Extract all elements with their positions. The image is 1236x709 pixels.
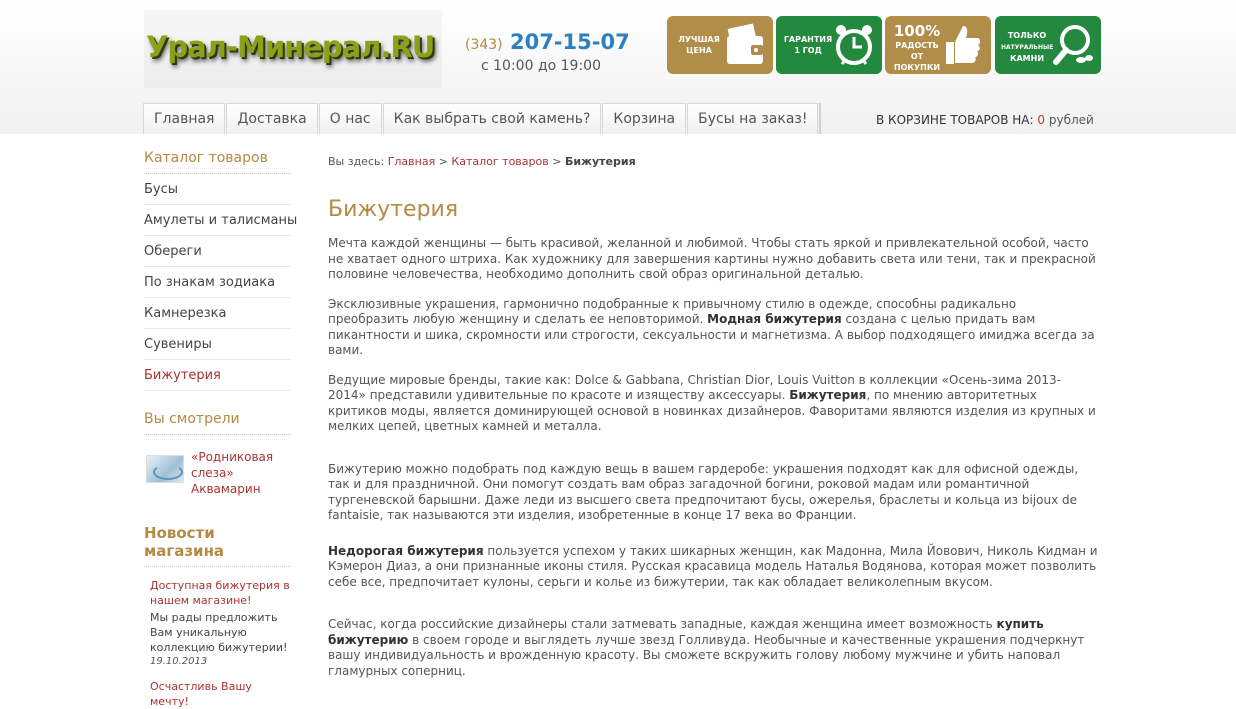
viewed-product xyxy=(144,449,291,509)
paragraph: Эксклюзивные украшения, гармонично подобранные к привычному стилю в одежде, способны радикально преобразить любую женщину и сделать ее неповторимой. Модная бижутерия создана с целью придать вам пикантности и шика, скромности или строгости, сексуальности и магнетизма. А выбор подходящего имиджа всегда за вами. xyxy=(328,296,1095,357)
viewed-product-link[interactable]: «Родниковая слеза» Аквамарин xyxy=(191,450,274,496)
cart-currency: рублей xyxy=(1048,113,1094,127)
magnifier-icon xyxy=(1051,22,1095,68)
phone-digits: 207-15-07 xyxy=(509,30,630,54)
breadcrumb-current: Бижутерия xyxy=(564,155,636,168)
badge-line: НАТУРАЛЬНЫЕ xyxy=(1001,44,1054,51)
badge-best-price xyxy=(667,16,773,74)
cart-label: В КОРЗИНЕ ТОВАРОВ НА: xyxy=(876,113,1034,127)
catalog-title: Каталог товаров xyxy=(144,148,291,174)
paragraph: Ведущие мировые бренды, такие как: Dolce & Gabbana, Christian Dior, Louis Vuitton в коллекции «Осень-зима 2013-2014» представили удивительные по красоте и изяществу аксессуары. Бижутерия, по мнению авторитетных критиков моды, является доминирующей основой в новинках дизайнеров. Фаворитами являются изделия из крупных и мелких цепей, цветных камней и металла. xyxy=(328,372,1096,433)
paragraph: Сейчас, когда российские дизайнеры стали затмевать западные, каждая женщина имеет возможность купить бижутерию в своем городе и выглядеть лучше звезд Голливуда. Необычные и качественные украшения подчеркнут вашу индивидуальность и врожденную красоту. Вы сможете вскружить голову любому мужчине и убить наповал гламурных соперниц. xyxy=(328,617,1085,678)
bold-phrase: Недорогая бижутерия xyxy=(328,543,484,558)
product-thumbnail[interactable] xyxy=(146,455,184,483)
wallet-icon xyxy=(723,22,767,68)
badge-line: ТОЛЬКО xyxy=(1007,31,1047,40)
news-title: Новости магазина xyxy=(144,524,291,567)
paragraph: Мечта каждой женщины — быть красивой, желанной и любимой. Чтобы стать яркой и привлекательной особой, часто не хватает одного штриха. Как художнику для завершения картины нужно добавить света или тени, так и прекрасной половине человечества, необходимо дополнить свой образ оригинальной деталью. xyxy=(328,236,1096,281)
thumbs-up-icon xyxy=(941,22,985,68)
nav-delivery[interactable]: Доставка xyxy=(226,103,317,134)
sidebar-item-zodiac[interactable]: По знакам зодиака xyxy=(144,267,291,298)
phone-code: (343) xyxy=(465,37,503,53)
sidebar-item-souvenirs[interactable]: Сувениры xyxy=(144,329,291,360)
badge-line: ЛУЧШАЯ xyxy=(678,35,720,44)
breadcrumb-prefix: Вы здесь: xyxy=(328,155,385,168)
sidebar-item-amulets[interactable]: Амулеты и талисманы xyxy=(144,205,291,236)
viewed-title: Вы смотрели xyxy=(144,409,291,435)
badge-percent: 100% xyxy=(893,22,941,40)
badge-warranty xyxy=(776,16,882,74)
badge-line: РАДОСТЬ xyxy=(895,41,939,50)
sidebar xyxy=(144,148,298,709)
page-title: Бижутерия xyxy=(328,197,459,222)
badge-joy xyxy=(885,16,991,74)
breadcrumb: Вы здесь: Главная > Каталог товаров > Бижутерия xyxy=(328,155,636,168)
breadcrumb-catalog[interactable]: Каталог товаров xyxy=(451,155,549,168)
badge-line: 1 ГОД xyxy=(794,46,822,55)
cart-summary[interactable] xyxy=(876,113,1094,127)
main-nav xyxy=(143,103,821,134)
badge-line: ГАРАНТИЯ xyxy=(783,35,833,44)
news-text: Мы рады предложить Вам уникальную коллекцию бижутерии! xyxy=(150,611,288,654)
nav-choose-stone[interactable]: Как выбрать свой камень? xyxy=(383,103,602,134)
badge-line: ЦЕНА xyxy=(686,46,712,55)
badge-line: ОТ ПОКУПКИ xyxy=(893,52,941,72)
site-logo[interactable]: Урал-Минерал.RU xyxy=(146,30,435,64)
bold-phrase: купить бижутерию xyxy=(328,617,1044,647)
site-header xyxy=(0,0,1236,134)
bold-phrase: Бижутерия xyxy=(789,388,867,402)
breadcrumb-home[interactable]: Главная xyxy=(387,155,436,168)
nav-about[interactable]: О нас xyxy=(319,103,382,134)
nav-cart[interactable]: Корзина xyxy=(602,103,686,134)
paragraph: Бижутерию можно подобрать под каждую вещь в вашем гардеробе: украшения подходят как для офисной одежды, так и для праздничной. Они помогут создать вам образ загадочной богини, роковой мадам или романтичной тургеневской барышни. Даже леди из высшего света предпочитают бусы, ожерелья, браслеты и кольца из bijoux de fantaisie, так называются эти изделия, изобретенные в конце 17 века во Франции. xyxy=(328,461,1079,522)
cart-amount: 0 xyxy=(1037,113,1046,127)
sidebar-item-charms[interactable]: Обереги xyxy=(144,236,291,267)
paragraph: Недорогая бижутерия пользуется успехом у таких шикарных женщин, как Мадонна, Мила Йовович, Николь Кидман и Кэмерон Диаз, а они признанные иконы стиля. Русская красавица модель Наталья Водянова, которая может позволить себе все, предпочитает кулоны, серьги и колье из бижутерии, так как обладает великолепным вкусом. xyxy=(328,543,1098,589)
badge-line: КАМНИ xyxy=(1009,54,1045,63)
bold-phrase: Модная бижутерия xyxy=(707,312,842,326)
news-link-2[interactable]: Осчастливь Вашу мечту! xyxy=(150,680,252,708)
news-link[interactable]: Доступная бижутерия в нашем магазине! xyxy=(150,579,290,607)
sidebar-item-jewelry[interactable]: Бижутерия xyxy=(144,360,291,391)
sidebar-item-stonecutting[interactable]: Камнерезка xyxy=(144,298,291,329)
working-hours: с 10:00 до 19:00 xyxy=(481,58,601,74)
alarm-clock-icon xyxy=(832,22,876,68)
sidebar-item-beads[interactable]: Бусы xyxy=(144,174,291,205)
phone-number xyxy=(465,30,630,54)
nav-home[interactable]: Главная xyxy=(143,103,225,134)
news-date: 19.10.2013 xyxy=(150,656,208,667)
nav-custom-beads[interactable]: Бусы на заказ! xyxy=(687,103,818,134)
main-content xyxy=(328,155,1098,679)
badge-natural-stones xyxy=(995,16,1101,74)
